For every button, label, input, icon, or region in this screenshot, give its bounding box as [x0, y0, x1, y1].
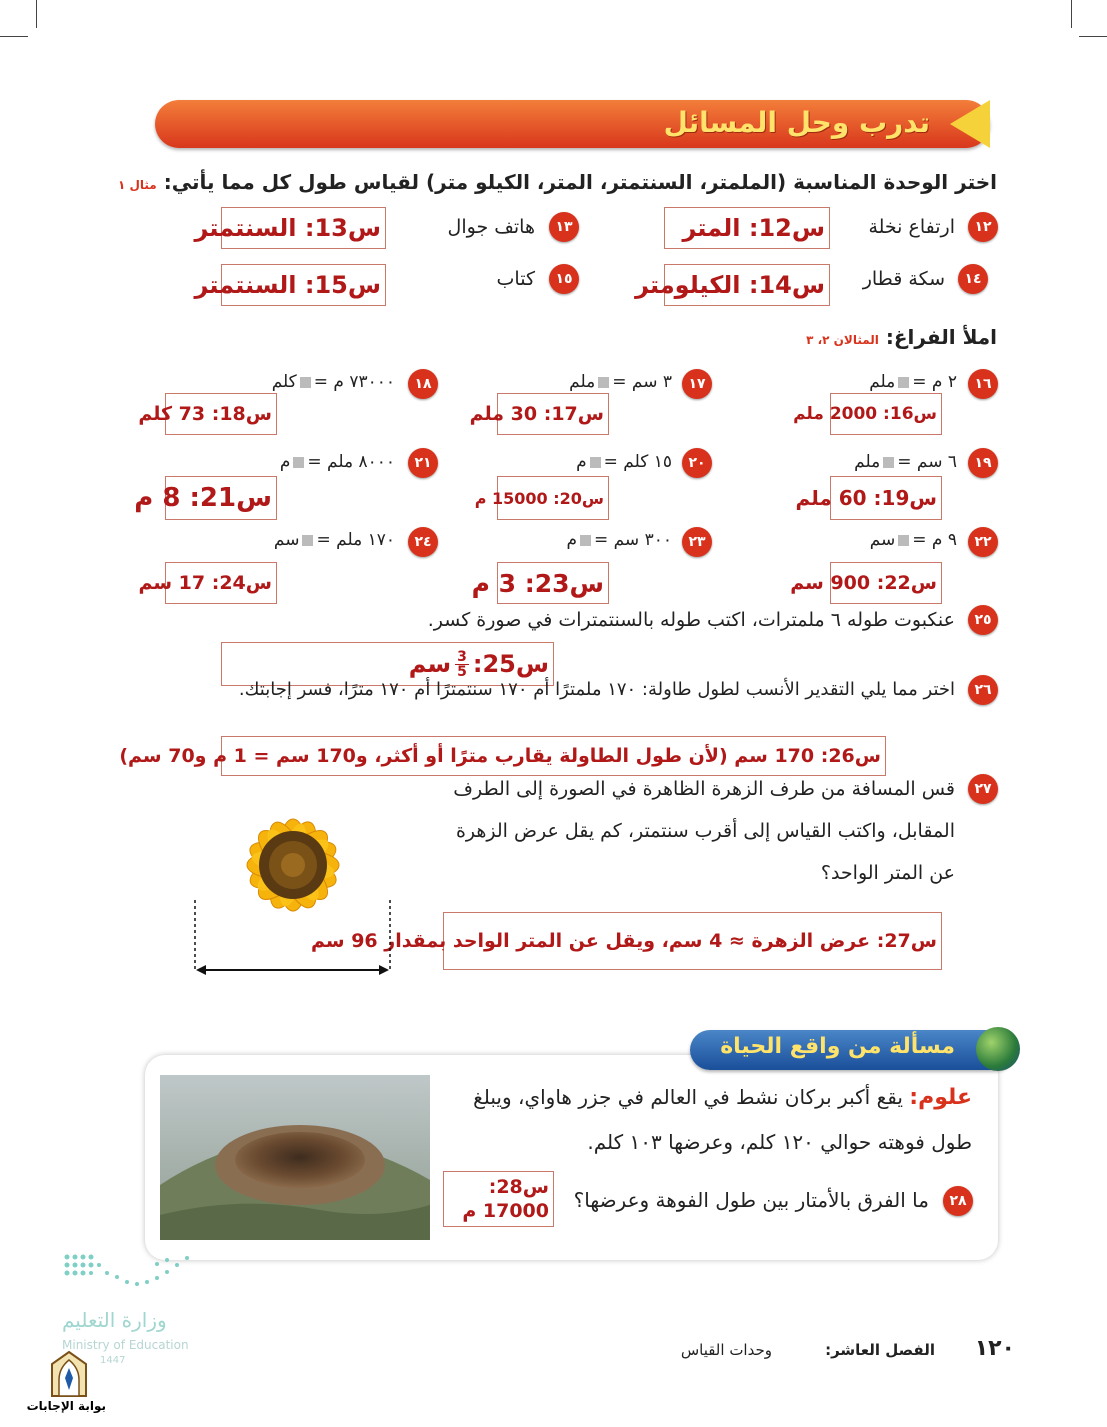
question-number: ٢٧	[968, 774, 998, 804]
answer-box: س19: 60 ملم	[830, 476, 942, 520]
portal-text: بوابة الإجابات	[26, 1399, 106, 1413]
question-text: سكة قطار	[862, 268, 945, 290]
fraction	[455, 650, 469, 679]
fraction-denominator: 5	[457, 663, 467, 680]
question-number: ٢٤	[408, 527, 438, 557]
expression-unit: ملم	[869, 372, 896, 392]
expression-left: ١٥ كلم =	[603, 452, 672, 472]
real-life-line: يقع أكبر بركان نشط في العالم في جزر هاواي، ويبلغ	[473, 1085, 903, 1109]
expression-unit: م	[576, 452, 587, 472]
question-number: ١٩	[968, 448, 998, 478]
conversion-expression	[576, 452, 672, 472]
conversion-expression	[854, 452, 957, 472]
answer-box: س20: 15000 م	[497, 476, 609, 520]
answer-box: س22: 900 سم	[830, 562, 942, 604]
question-text-line: عن المتر الواحد؟	[820, 862, 955, 884]
ministry-name-en: Ministry of Education	[62, 1338, 189, 1352]
expression-left: ١٧٠ ملم =	[316, 530, 395, 550]
ministry-logo-dots	[62, 1252, 197, 1300]
instruction-text	[806, 325, 997, 349]
arrow-icon	[950, 100, 990, 148]
expression-left: ٦ سم =	[897, 452, 957, 472]
answer-box: س21: 8 م	[165, 476, 277, 520]
crop-mark	[1071, 0, 1072, 28]
answer-box: س13: السنتمتر	[221, 207, 386, 249]
banner-title: تدرب وحل المسائل	[663, 106, 930, 139]
answer-box: س18: 73 كلم	[165, 393, 277, 435]
blank-square	[580, 535, 591, 546]
blank-square	[898, 535, 909, 546]
blank-square	[883, 457, 894, 468]
sunflower-image	[190, 770, 400, 980]
real-life-text-line	[473, 1085, 972, 1110]
question-number: ١٨	[408, 369, 438, 399]
expression-left: ٩ م =	[912, 530, 957, 550]
expression-unit: م	[566, 530, 577, 550]
blank-square	[302, 535, 313, 546]
question-text: اختر مما يلي التقدير الأنسب لطول طاولة: ١٧٠ ملمترًا أم ١٧٠ سنتمترًا أم ١٧٠ مترًا، فسر إجابتك.	[238, 679, 955, 700]
example-ref: المثالان ٢، ٣	[806, 333, 879, 347]
question-text-line: قس المسافة من طرف الزهرة الظاهرة في الصورة إلى الطرف	[453, 778, 955, 800]
portal-logo-icon	[46, 1350, 92, 1400]
answer-box	[443, 1171, 554, 1227]
real-life-title: مسألة من واقع الحياة	[720, 1034, 955, 1059]
expression-left: ٧٣٠٠٠ م =	[313, 372, 395, 392]
question-number: ١٣	[549, 212, 579, 242]
science-label: علوم:	[909, 1085, 972, 1110]
footer-unit: وحدات القياس	[680, 1341, 772, 1359]
question-number: ٢٢	[968, 527, 998, 557]
conversion-expression	[566, 530, 672, 550]
instruction-label: اختر الوحدة المناسبة (الملمتر، السنتمتر، المتر، الكيلو متر) لقياس طول كل مما يأتي:	[163, 170, 997, 194]
instruction-label: املأ الفراغ:	[885, 325, 997, 349]
answer-box: س14: الكيلومتر	[664, 264, 830, 306]
real-life-text-line: طول فوهته حوالي ١٢٠ كلم، وعرضها ١٠٣ كلم.	[587, 1130, 972, 1154]
expression-left: ٣٠٠ سم =	[593, 530, 672, 550]
fraction-numerator: 3	[457, 648, 467, 665]
question-text: ما الفرق بالأمتار بين طول الفوهة وعرضها؟	[573, 1188, 929, 1212]
question-text: كتاب	[496, 268, 535, 290]
crop-mark	[1079, 36, 1107, 37]
question-number: ٢٦	[968, 675, 998, 705]
instruction-text	[118, 170, 997, 194]
page-number: ١٢٠	[974, 1336, 1015, 1361]
expression-unit: سم	[273, 530, 300, 550]
expression-unit: ملم	[854, 452, 881, 472]
ministry-name-ar: وزارة التعليم	[62, 1308, 167, 1332]
question-number: ١٦	[968, 369, 998, 399]
crop-mark	[36, 0, 37, 28]
answer-box: س12: المتر	[664, 207, 830, 249]
question-text-line: المقابل، واكتب القياس إلى أقرب سنتمتر، كم يقل عرض الزهرة	[455, 820, 955, 842]
answer-unit: سم	[408, 650, 452, 678]
expression-unit: سم	[869, 530, 896, 550]
answer-line: 17000 م	[462, 1200, 549, 1222]
conversion-expression	[274, 530, 395, 550]
answer-box: س24: 17 سم	[165, 562, 277, 604]
answer-box: س26: 170 سم (لأن طول الطاولة يقارب مترًا أو أكثر، و170 سم = 1 م و70 سم)	[221, 736, 886, 776]
example-ref: مثال ١	[117, 178, 157, 192]
answer-line: س28:	[488, 1176, 549, 1198]
question-number: ١٥	[549, 264, 579, 294]
expression-left: ٢ م =	[912, 372, 957, 392]
question-text: عنكبوت طوله ٦ ملمترات، اكتب طوله بالسنتمترات في صورة كسر.	[427, 609, 955, 631]
crop-mark	[0, 36, 28, 37]
question-number: ٢١	[408, 448, 438, 478]
blank-square	[300, 377, 311, 388]
conversion-expression	[280, 452, 395, 472]
question-number: ١٤	[958, 264, 988, 294]
answer-box: س16: 2000 ملم	[830, 393, 942, 435]
question-number: ٢٥	[968, 605, 998, 635]
expression-unit: ملم	[569, 372, 596, 392]
globe-icon	[976, 1027, 1020, 1071]
question-number: ٢٣	[682, 527, 712, 557]
ministry-year: 1447	[100, 1355, 126, 1366]
question-text: ارتفاع نخلة	[868, 216, 955, 238]
question-number: ١٧	[682, 369, 712, 399]
section-banner	[155, 100, 990, 148]
conversion-expression	[870, 530, 957, 550]
question-number: ٢٠	[682, 448, 712, 478]
question-number: ١٢	[968, 212, 998, 242]
question-text: هاتف جوال	[447, 216, 535, 238]
blank-square	[598, 377, 609, 388]
answer-box: س17: 30 ملم	[497, 393, 609, 435]
question-number: ٢٨	[943, 1186, 973, 1216]
answer-box: س15: السنتمتر	[221, 264, 386, 306]
footer-chapter: الفصل العاشر:	[825, 1341, 935, 1359]
blank-square	[590, 457, 601, 468]
blank-square	[293, 457, 304, 468]
expression-left: ٣ سم =	[612, 372, 672, 392]
expression-unit: كلم	[271, 372, 297, 392]
answer-box: س27: عرض الزهرة ≈ 4 سم، ويقل عن المتر الواحد بمقدار 96 سم	[443, 912, 942, 970]
real-life-banner	[690, 1030, 1015, 1070]
answer-box: س23: 3 م	[497, 562, 609, 604]
conversion-expression	[569, 372, 672, 392]
answer-prefix: س25:	[472, 650, 549, 678]
conversion-expression	[869, 372, 957, 392]
volcano-image	[160, 1075, 430, 1240]
conversion-expression	[272, 372, 395, 392]
expression-unit: م	[279, 452, 291, 472]
blank-square	[898, 377, 909, 388]
expression-left: ٨٠٠٠ ملم =	[307, 452, 395, 472]
